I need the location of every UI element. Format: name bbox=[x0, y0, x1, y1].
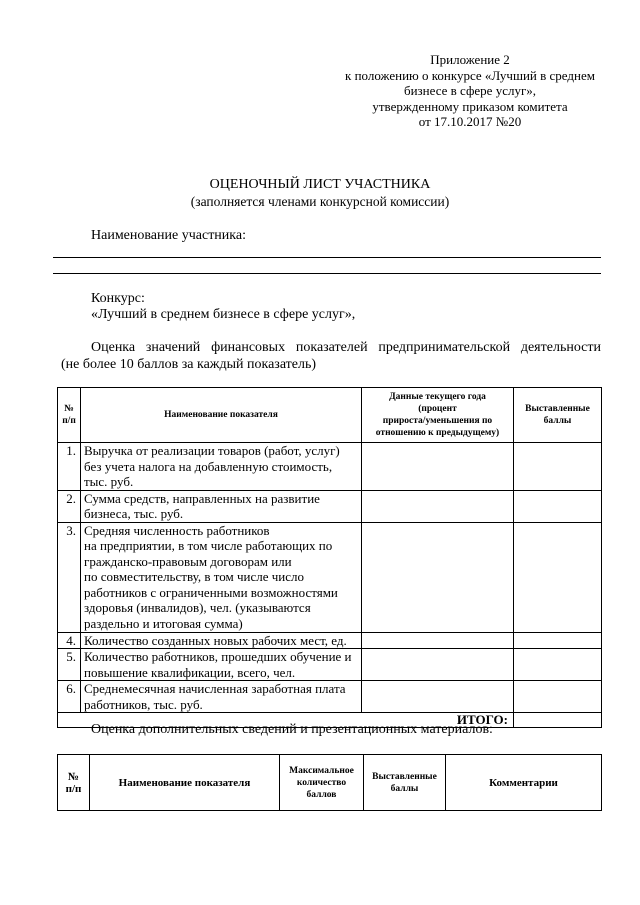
points-cell[interactable] bbox=[514, 681, 602, 713]
row-number: 6. bbox=[58, 681, 81, 713]
header-points-line: баллы bbox=[390, 783, 419, 794]
row-number: 2. bbox=[58, 490, 81, 522]
indicator-line: тыс. руб. bbox=[84, 474, 134, 489]
points-cell[interactable] bbox=[514, 522, 602, 632]
indicator-line: повышение квалификации, всего, чел. bbox=[84, 664, 296, 680]
table-row bbox=[58, 522, 602, 632]
page-subtitle: (заполняется членами конкурсной комиссии) bbox=[190, 194, 450, 209]
header-num bbox=[58, 755, 90, 811]
indicator-line: гражданско-правовым договорам или bbox=[84, 553, 292, 569]
header-max-points bbox=[280, 755, 364, 811]
financial-intro-note: (не более 10 баллов за каждый показатель) bbox=[61, 357, 317, 372]
header-current-line: (процент bbox=[418, 404, 457, 414]
row-number: 3. bbox=[58, 522, 81, 632]
header-points bbox=[514, 388, 602, 443]
indicator-line: Выручка от реализации товаров (работ, услуг) bbox=[84, 443, 340, 458]
table-header-row bbox=[58, 388, 602, 443]
header-current-line: прироста/уменьшения по bbox=[382, 416, 493, 426]
indicator-line: Среднемесячная начисленная заработная плата bbox=[84, 681, 346, 696]
indicator-line: на предприятии, в том числе работающих по bbox=[84, 538, 333, 553]
appendix-line: от 17.10.2017 №20 bbox=[418, 114, 522, 129]
appendix-line: к положению о конкурсе «Лучший в среднем bbox=[345, 67, 595, 83]
current-year-cell[interactable] bbox=[362, 443, 514, 491]
table-header-row bbox=[58, 755, 602, 811]
participant-label: Наименование участника: bbox=[91, 228, 246, 243]
header-current-year bbox=[362, 388, 514, 443]
participant-line-1[interactable] bbox=[53, 257, 601, 258]
row-indicator bbox=[81, 632, 362, 649]
header-name: Наименование показателя bbox=[90, 755, 280, 811]
row-number: 4. bbox=[58, 632, 81, 649]
page-title: ОЦЕНОЧНЫЙ ЛИСТ УЧАСТНИКА bbox=[209, 177, 431, 192]
header-max-line: количество bbox=[296, 777, 347, 788]
header-comments: Комментарии bbox=[446, 755, 602, 811]
additional-intro: Оценка дополнительных сведений и презентационных материалов: bbox=[91, 722, 493, 737]
row-indicator bbox=[81, 649, 362, 681]
points-cell[interactable] bbox=[514, 443, 602, 491]
header-current-line: Данные текущего года bbox=[389, 392, 486, 402]
header-num bbox=[58, 388, 81, 443]
indicator-line: раздельно и итоговая сумма) bbox=[84, 615, 243, 631]
header-points bbox=[364, 755, 446, 811]
indicator-line: по совместительству, в том числе число bbox=[84, 569, 304, 584]
header-max-line: баллов bbox=[306, 789, 337, 800]
table-row bbox=[58, 632, 602, 649]
row-indicator bbox=[81, 490, 362, 522]
header-points-line: Выставленные bbox=[525, 404, 590, 414]
row-indicator bbox=[81, 522, 362, 632]
current-year-cell[interactable] bbox=[362, 649, 514, 681]
points-cell[interactable] bbox=[514, 632, 602, 649]
indicator-line: Сумма средств, направленных на развитие bbox=[84, 490, 320, 506]
header-num-line: п/п bbox=[65, 782, 82, 795]
row-indicator bbox=[81, 443, 362, 491]
indicator-line: здоровья (инвалидов), чел. (указываются bbox=[84, 600, 311, 615]
header-points-line: баллы bbox=[543, 416, 572, 426]
financial-indicators-table bbox=[57, 387, 602, 728]
header-num-line: № bbox=[67, 770, 80, 783]
appendix-line: утвержденному приказом комитета bbox=[372, 98, 568, 114]
table-row bbox=[58, 649, 602, 681]
current-year-cell[interactable] bbox=[362, 490, 514, 522]
indicator-line: бизнеса, тыс. руб. bbox=[84, 506, 184, 521]
appendix-line: Приложение 2 bbox=[430, 52, 510, 67]
indicator-line: Количество созданных новых рабочих мест, ед. bbox=[84, 632, 347, 648]
header-points-line: Выставленные bbox=[372, 771, 437, 782]
contest-label: Конкурс: bbox=[91, 291, 145, 306]
indicator-line: работников с ограниченными возможностями bbox=[84, 584, 338, 600]
header-num-line: № bbox=[64, 404, 74, 414]
indicator-line: работников, тыс. руб. bbox=[84, 696, 203, 712]
current-year-cell[interactable] bbox=[362, 681, 514, 713]
row-indicator bbox=[81, 681, 362, 713]
row-number: 1. bbox=[58, 443, 81, 491]
table-row bbox=[58, 443, 602, 491]
header-name: Наименование показателя bbox=[81, 388, 362, 443]
participant-line-2[interactable] bbox=[53, 273, 601, 274]
table-row bbox=[58, 681, 602, 713]
header-max-line: Максимальное bbox=[289, 765, 354, 776]
indicator-line: Средняя численность работников bbox=[84, 522, 270, 538]
table-row bbox=[58, 490, 602, 522]
current-year-cell[interactable] bbox=[362, 522, 514, 632]
financial-intro: Оценка значений финансовых показателей предпринимательской деятельности bbox=[91, 340, 601, 355]
header-num-line: п/п bbox=[62, 416, 76, 426]
indicator-line: без учета налога на добавленную стоимость, bbox=[84, 458, 333, 474]
row-number: 5. bbox=[58, 649, 81, 681]
appendix-line: бизнесе в сфере услуг», bbox=[403, 83, 537, 98]
total-label: ИТОГО: bbox=[58, 713, 514, 728]
additional-materials-table bbox=[57, 754, 602, 811]
header-current-line: отношению к предыдущему) bbox=[375, 428, 500, 438]
contest-name: «Лучший в среднем бизнесе в сфере услуг», bbox=[91, 307, 356, 322]
current-year-cell[interactable] bbox=[362, 632, 514, 649]
total-points-cell[interactable] bbox=[514, 713, 602, 728]
points-cell[interactable] bbox=[514, 649, 602, 681]
appendix-note bbox=[300, 52, 640, 130]
points-cell[interactable] bbox=[514, 490, 602, 522]
indicator-line: Количество работников, прошедших обучение и bbox=[84, 649, 352, 664]
